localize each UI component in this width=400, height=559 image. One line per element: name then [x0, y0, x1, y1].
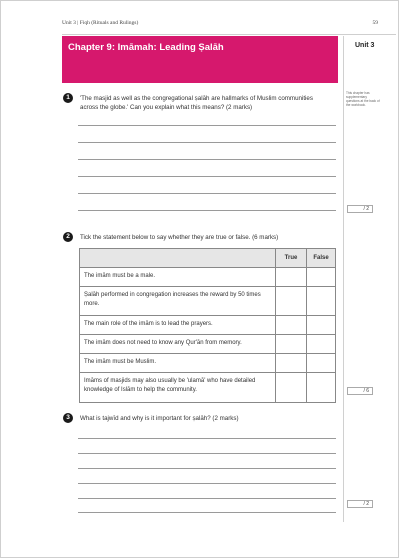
- answer-line[interactable]: [78, 159, 336, 160]
- header-divider: [62, 34, 396, 35]
- false-tick-cell[interactable]: [307, 335, 336, 354]
- table-row: [80, 373, 336, 403]
- page-number: 59: [372, 20, 378, 26]
- table-header-false: False: [307, 249, 336, 268]
- answer-line[interactable]: [78, 483, 336, 484]
- true-tick-cell[interactable]: [276, 335, 307, 354]
- question-3-text: What is tajwīd and why is it important for ṣalāh? (2 marks): [80, 415, 239, 422]
- true-tick-cell[interactable]: [276, 268, 307, 287]
- chapter-title: Chapter 9: Imāmah: Leading Ṣalāh: [68, 42, 224, 53]
- true-tick-cell[interactable]: [276, 354, 307, 373]
- false-tick-cell[interactable]: [307, 268, 336, 287]
- false-tick-cell[interactable]: [307, 354, 336, 373]
- true-tick-cell[interactable]: [276, 373, 307, 403]
- table-header-statement: [80, 249, 276, 268]
- answer-line[interactable]: [78, 468, 336, 469]
- question-1-number-badge: 1: [63, 93, 73, 103]
- question-2-marks-box[interactable]: / 6: [347, 387, 373, 395]
- table-header-true: True: [276, 249, 307, 268]
- true-tick-cell[interactable]: [276, 316, 307, 335]
- statement-cell: The imām does not need to know any Qur'ān from memory.: [80, 335, 276, 354]
- answer-line[interactable]: [78, 142, 336, 143]
- false-tick-cell[interactable]: [307, 373, 336, 403]
- statement-cell: The imām must be a male.: [80, 268, 276, 287]
- chapter-banner: [62, 36, 338, 83]
- margin-note: This chapter has supplementary questions at the back of the workbook.: [346, 91, 380, 107]
- answer-line[interactable]: [78, 453, 336, 454]
- statement-cell: Ṣalāh performed in congregation increases the reward by 50 times more.: [80, 287, 276, 316]
- answer-line[interactable]: [78, 210, 336, 211]
- table-row: [80, 316, 336, 335]
- answer-line[interactable]: [78, 125, 336, 126]
- unit-label: Unit 3: [355, 42, 375, 49]
- margin-divider: [343, 36, 344, 522]
- false-tick-cell[interactable]: [307, 287, 336, 316]
- statement-cell: Imāms of masjids may also usually be 'ulamā' who have detailed knowledge of Islām to help the community.: [80, 373, 276, 403]
- answer-line[interactable]: [78, 512, 336, 513]
- statement-cell: The main role of the imām is to lead the prayers.: [80, 316, 276, 335]
- question-3-number-badge: 3: [63, 413, 73, 423]
- statement-cell: The imām must be Muslim.: [80, 354, 276, 373]
- true-false-table: [79, 248, 336, 403]
- true-tick-cell[interactable]: [276, 287, 307, 316]
- running-head: Unit 3 | Fiqh (Rituals and Rulings): [62, 20, 139, 26]
- table-row: [80, 335, 336, 354]
- question-1-marks-box[interactable]: / 2: [347, 205, 373, 213]
- table-row: [80, 354, 336, 373]
- answer-line[interactable]: [78, 176, 336, 177]
- question-3-marks-box[interactable]: / 2: [347, 500, 373, 508]
- answer-line[interactable]: [78, 498, 336, 499]
- question-1-text: 'The masjid as well as the congregational ṣalāh are hallmarks of Muslim communities across the globe.' Can you explain what this means? (2 marks): [80, 95, 313, 111]
- false-tick-cell[interactable]: [307, 316, 336, 335]
- question-2-number-badge: 2: [63, 232, 73, 242]
- question-2-text: Tick the statement below to say whether they are true or false. (6 marks): [80, 234, 279, 241]
- answer-line[interactable]: [78, 438, 336, 439]
- answer-line[interactable]: [78, 193, 336, 194]
- table-row: [80, 287, 336, 316]
- table-row: [80, 268, 336, 287]
